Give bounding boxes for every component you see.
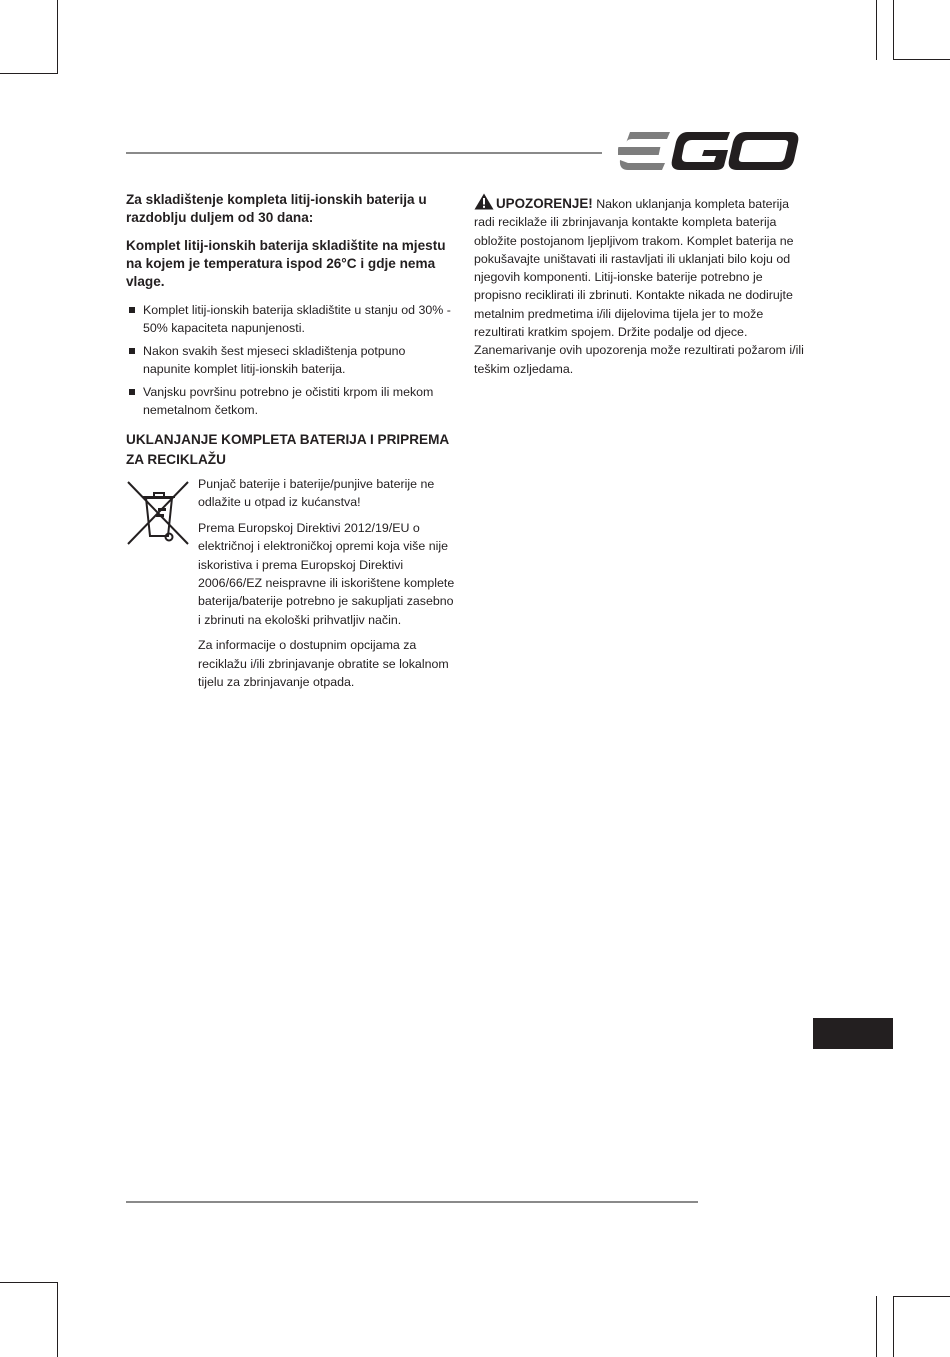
bullet-square-icon bbox=[129, 348, 135, 354]
crop-mark bbox=[0, 1282, 57, 1283]
right-column bbox=[474, 193, 804, 378]
storage-heading: Za skladištenje kompleta litij-ionskih baterija u razdoblju duljem od 30 dana: bbox=[126, 192, 427, 225]
footer-rule bbox=[126, 1201, 698, 1203]
crop-mark bbox=[0, 73, 57, 74]
crop-mark bbox=[876, 0, 877, 60]
bullet-square-icon bbox=[129, 389, 135, 395]
crop-mark bbox=[876, 1296, 877, 1357]
storage-instruction: Komplet litij-ionskih baterija skladištite na mjestu na kojem je temperatura ispod 26°C i gdje nema vlage. bbox=[126, 238, 446, 289]
crop-mark bbox=[57, 0, 58, 74]
bullet-text: Vanjsku površinu potrebno je očistiti krpom ili mekom nemetalnom četkom. bbox=[143, 385, 434, 417]
warning-text: Nakon uklanjanja kompleta baterija radi reciklaže ili zbrinjavanja kontakte kompleta baterija obložite postojanom ljepljivom trakom. Komplet baterija ne pokušavajte uništavati ili rastavljati ili uklanjati bilo koju od njegovih komponenti. Litij-ionske baterije potrebno je propisno reciklirati ili zbrinuti. Kontakte nikada ne dodirujte metalnim predmetima i/ili dijelovima tijela jer to može rezultirati kratkim spojem. Držite podalje od djece. Zanemarivanje ovih upozorenja može rezultirati požarom i/ili teškim ozljedama. bbox=[474, 197, 804, 376]
ego-logo bbox=[618, 130, 800, 172]
list-item bbox=[126, 342, 456, 378]
crop-mark bbox=[57, 1282, 58, 1357]
warning-triangle-icon bbox=[474, 193, 494, 210]
recycle-paragraph: Za informacije o dostupnim opcijama za reciklažu i/ili zbrinjavanje obratite se lokalnom tijelu za zbrinjavanje otpada. bbox=[198, 638, 449, 690]
bullet-text: Nakon svakih šest mjeseci skladištenja potpuno napunite komplet litij-ionskih baterija. bbox=[143, 344, 406, 376]
header-rule bbox=[126, 152, 602, 154]
recycle-paragraph: Punjač baterije i baterije/punjive baterije ne odlažite u otpad iz kućanstva! bbox=[198, 477, 435, 510]
bullet-text: Komplet litij-ionskih baterija skladištite u stanju od 30% - 50% kapaciteta napunjenosti. bbox=[143, 303, 451, 335]
crop-mark bbox=[893, 1296, 950, 1297]
bullet-square-icon bbox=[129, 307, 135, 313]
recycle-paragraph: Prema Europskoj Direktivi 2012/19/EU o električnoj i elektroničkoj opremi koja više nije iskoristiva i prema Europskoj Direktivi 2006/66/EZ neispravne ili iskorištene komplete baterija/baterije potrebno je sakupljati zasebno i zbrinuti na ekološki prihvatljiv način. bbox=[198, 520, 455, 627]
storage-bullet-list bbox=[126, 301, 456, 419]
section-heading: UKLANJANJE KOMPLETA BATERIJA I PRIPREMA ZA RECIKLAŽU bbox=[126, 432, 449, 467]
list-item bbox=[126, 301, 456, 337]
crop-mark bbox=[893, 59, 950, 60]
warning-label: UPOZORENJE! bbox=[496, 196, 593, 211]
crossed-out-wheelie-bin-icon bbox=[126, 480, 190, 546]
recycle-block bbox=[126, 475, 456, 691]
crop-mark bbox=[893, 0, 894, 60]
warning-paragraph bbox=[474, 193, 804, 378]
recycle-text bbox=[198, 475, 456, 691]
left-column bbox=[126, 191, 456, 698]
crop-mark bbox=[893, 1296, 894, 1357]
list-item bbox=[126, 383, 456, 419]
page-tab-marker bbox=[813, 1018, 893, 1049]
